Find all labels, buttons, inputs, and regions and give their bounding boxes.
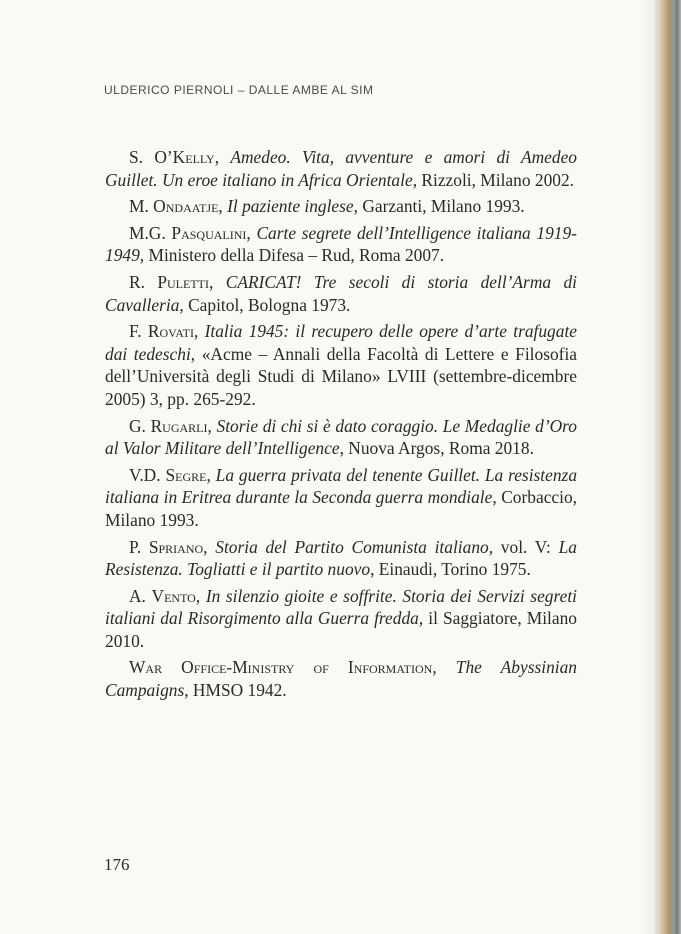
separator: , xyxy=(246,222,257,243)
bibliography-entry xyxy=(105,320,577,410)
separator: , xyxy=(203,536,216,557)
author-surname: Rovati xyxy=(147,321,194,342)
publication-details: , vol. V: xyxy=(488,536,559,557)
page-gutter-shadow xyxy=(640,0,656,934)
author-surname: Segre xyxy=(165,464,207,485)
separator: , xyxy=(207,415,217,436)
author-surname: Spriano xyxy=(148,536,204,557)
publication-details: , il Saggiatore, Milano 2010. xyxy=(105,608,577,651)
page-number: 176 xyxy=(104,855,130,874)
work-title: The Abyssinian Campaigns xyxy=(105,657,577,701)
work-title: La guerra privata del tenente Guillet. La resistenza italiana in Eritrea durante la Seconda guerra mondiale xyxy=(105,464,578,508)
adjacent-page-edge xyxy=(655,0,681,934)
author-surname: Puletti xyxy=(157,271,209,292)
bibliography-entry xyxy=(105,656,577,701)
bibliography-entry xyxy=(105,536,577,581)
separator: , xyxy=(432,657,456,678)
publication-details: , Capitol, Bologna 1973. xyxy=(179,294,351,315)
work-title: Italia 1945: il recupero delle opere d’arte trafugate dai tedeschi xyxy=(105,321,578,364)
author-initial: V.D. xyxy=(129,464,166,485)
volume-title: La Resistenza. Togliatti e il partito nuovo xyxy=(105,536,577,580)
separator: , xyxy=(193,321,205,342)
running-head: ULDERICO PIERNOLI – DALLE AMBE AL SIM xyxy=(104,83,374,97)
author-initial: G. xyxy=(129,415,151,436)
work-title: CARICAT! Tre secoli di storia dell’Arma di Cavalleria xyxy=(105,271,577,315)
bibliography-entry xyxy=(105,585,577,653)
work-title: Storia del Partito Comunista italiano xyxy=(215,536,489,557)
publication-details: , HMSO 1942. xyxy=(184,680,287,701)
author-surname: Pasqualini xyxy=(171,222,247,243)
author-initial: M.G. xyxy=(129,222,172,243)
bibliography-list xyxy=(105,146,577,706)
work-title: Amedeo. Vita, avventure e amori di Amedeo Guillet. Un eroe italiano in Africa Orientale xyxy=(105,147,577,190)
author-surname: War Office-Ministry of Information xyxy=(129,657,433,678)
publication-details: , Corbaccio, Milano 1993. xyxy=(105,487,578,530)
publication-details: , Nuova Argos, Roma 2018. xyxy=(339,438,534,459)
author-surname: Vento xyxy=(151,585,196,606)
work-title: In silenzio gioite e soffrite. Storia dei Servizi segreti italiani dal Risorgimento alla Guerra fredda xyxy=(105,585,577,629)
publication-details: , Rizzoli, Milano 2002. xyxy=(412,169,575,190)
author-initial: A. xyxy=(129,585,152,606)
author-initial: R. xyxy=(129,271,158,292)
bibliography-entry xyxy=(105,146,577,191)
work-title: Carte segrete dell’Intelligence italiana 1919-1949 xyxy=(105,222,577,266)
publication-details: , Garzanti, Milano 1993. xyxy=(353,196,525,217)
bibliography-entry xyxy=(105,195,577,218)
separator: , xyxy=(209,271,226,292)
separator: , xyxy=(214,147,231,167)
publication-details: , «Acme – Annali della Facoltà di Lettere e Filosofia dell’Università degli Studi di Milano» LVIII (settembre-dicembre 2005) 3, pp. 265-292. xyxy=(105,343,577,409)
separator: , xyxy=(218,196,228,217)
publication-details: , Einaudi, Torino 1975. xyxy=(370,559,531,580)
author-initial: S. xyxy=(129,147,155,167)
author-surname: Rugarli xyxy=(150,415,208,436)
work-title: Il paziente inglese xyxy=(227,196,354,217)
bibliography-entry xyxy=(105,222,577,267)
author-initial: P. xyxy=(129,536,149,557)
author-initial: M. xyxy=(129,196,154,217)
separator: , xyxy=(206,464,216,485)
bibliography-entry xyxy=(105,271,577,316)
separator: , xyxy=(195,585,206,606)
work-title: Storie di chi si è dato coraggio. Le Medaglie d’Oro al Valor Militare dell’Intelligence xyxy=(105,415,577,459)
bibliography-entry xyxy=(105,415,577,460)
author-surname: O’Kelly xyxy=(154,147,215,167)
author-initial: F. xyxy=(129,321,148,342)
author-surname: Ondaatje xyxy=(153,196,219,217)
bibliography-entry xyxy=(105,464,577,532)
publication-details: , Ministero della Difesa – Rud, Roma 2007. xyxy=(139,245,445,266)
